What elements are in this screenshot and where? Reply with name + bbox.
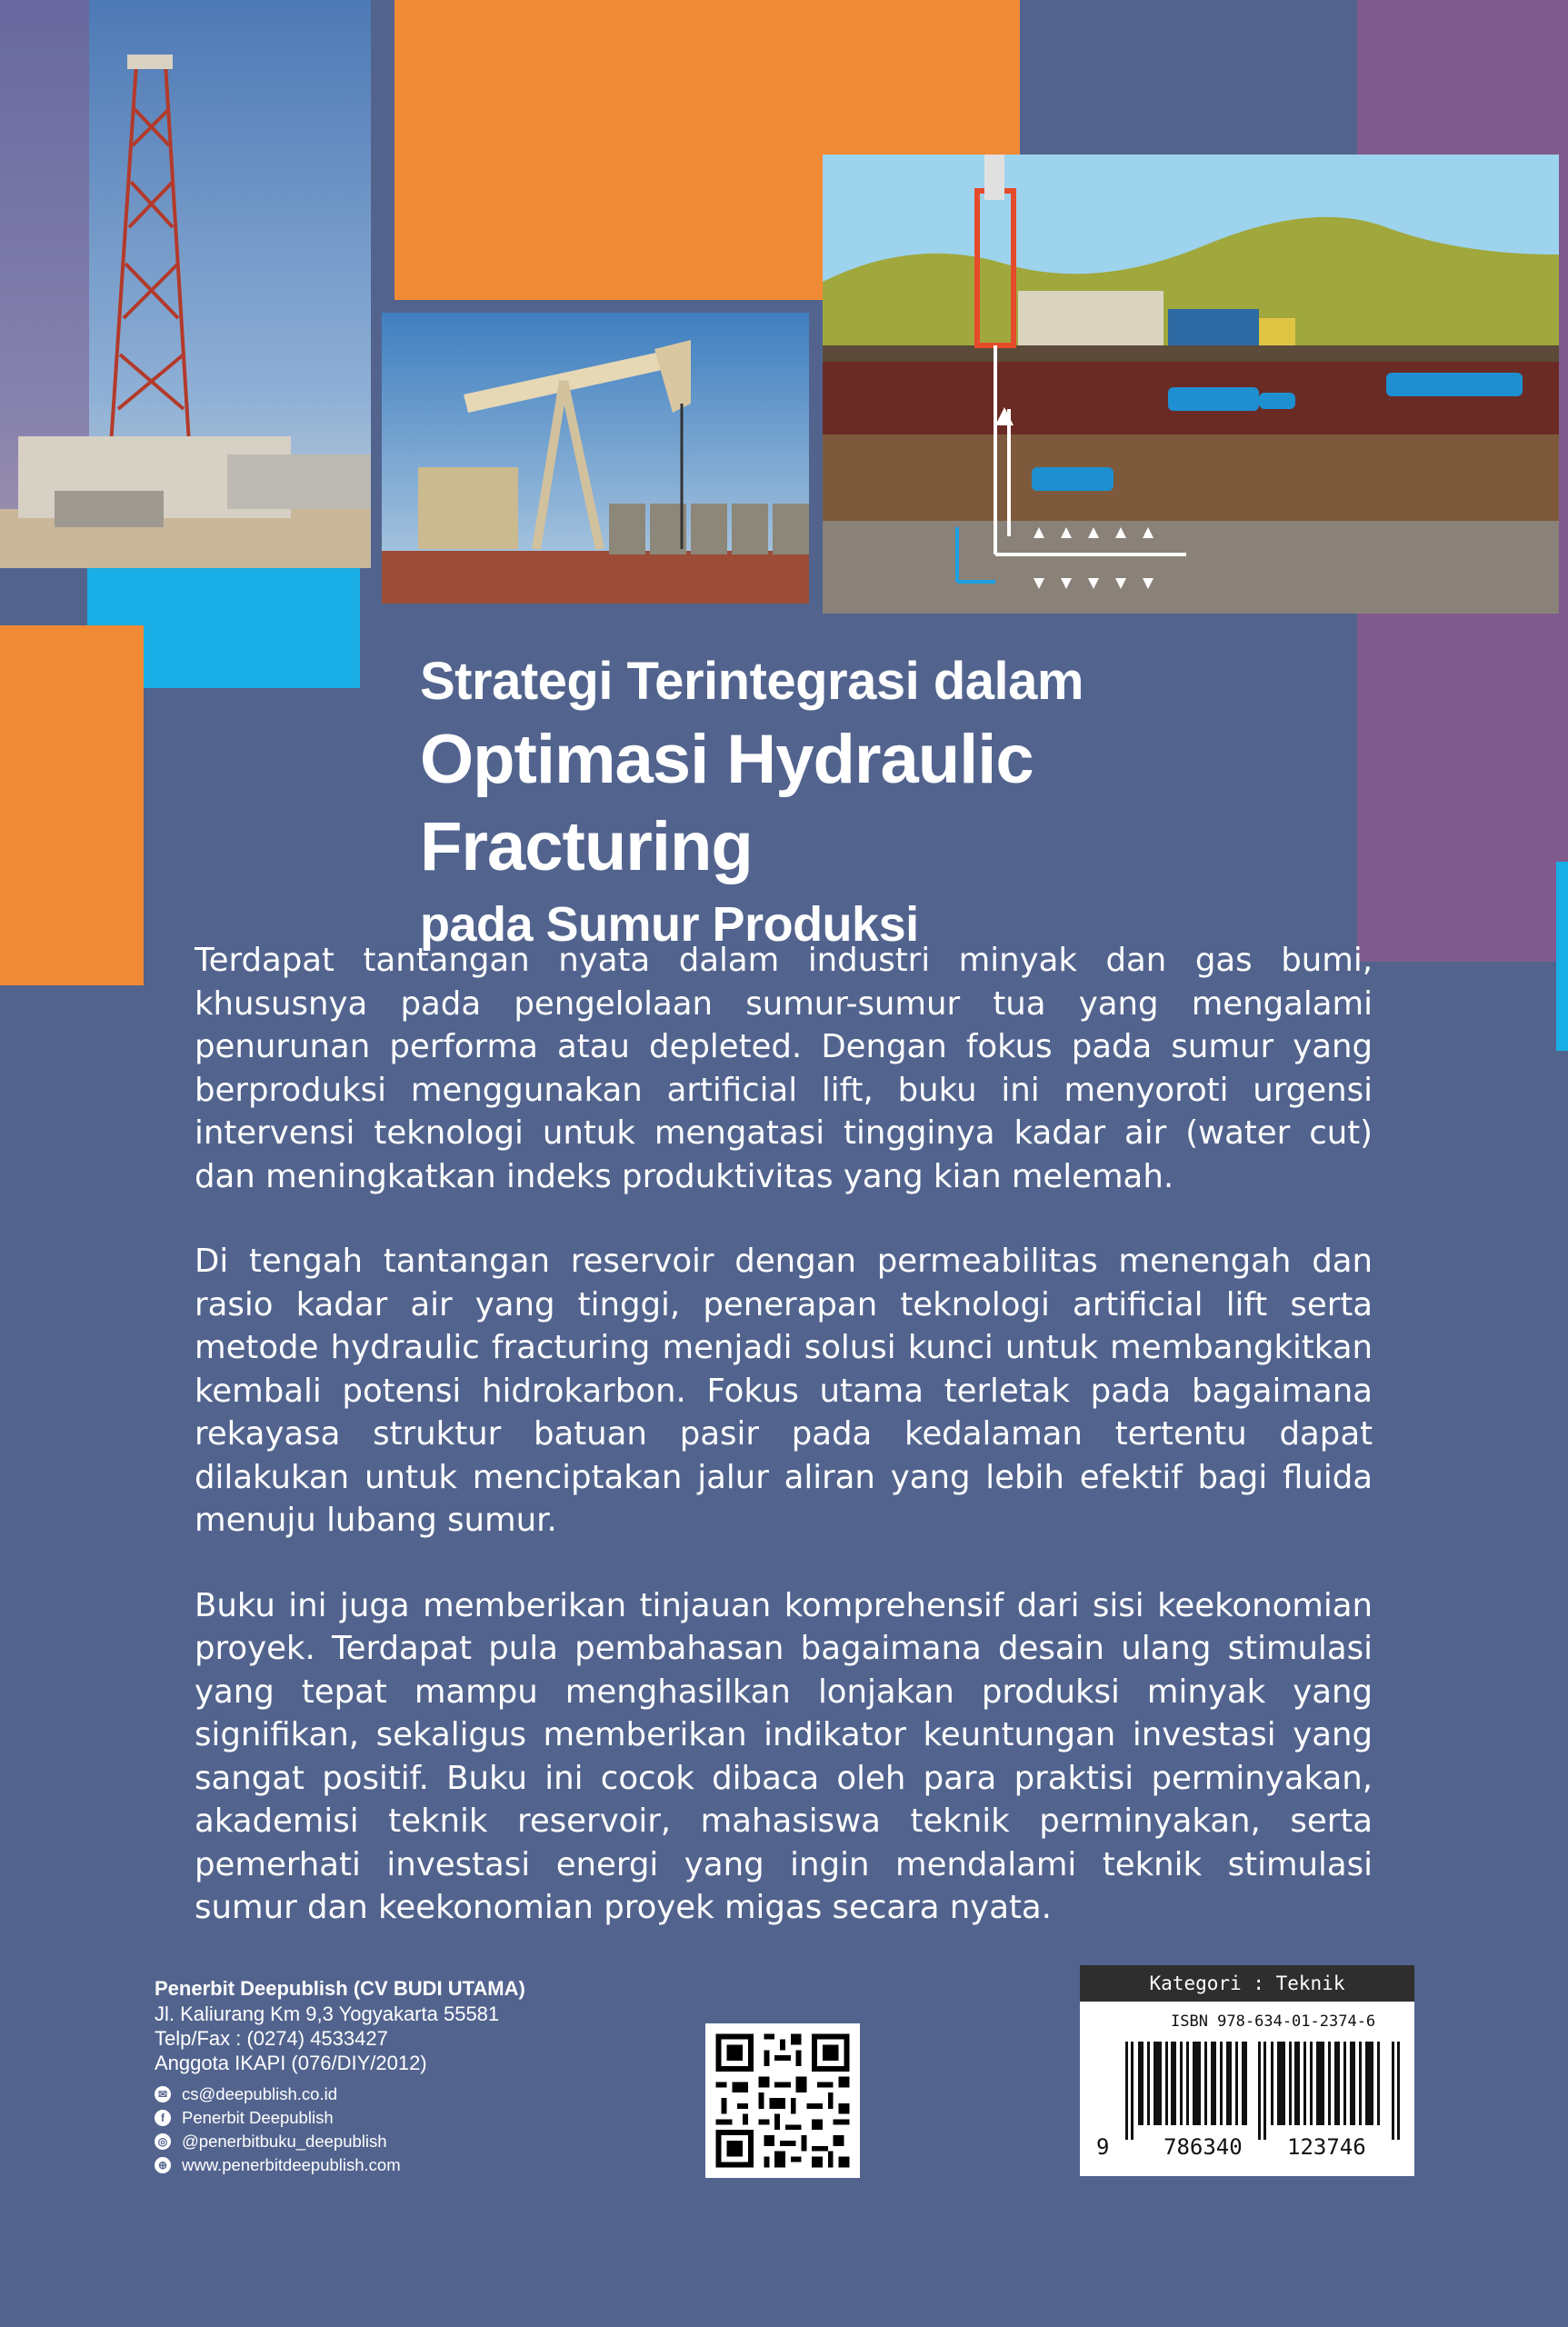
- contact-email[interactable]: [155, 2082, 525, 2106]
- fracturing-diagram-illustration: [823, 155, 1559, 614]
- title-line-3: pada Sumur Produksi: [420, 897, 919, 952]
- cyan-stripe-right: [1556, 862, 1568, 1051]
- publisher-address: Jl. Kaliurang Km 9,3 Yogyakarta 55581: [155, 2002, 500, 2025]
- synopsis-paragraph-2: Di tengah tantangan reservoir dengan permeabilitas menengah dan rasio kadar air yang tinggi, penerapan teknologi artificial lift serta metode hydraulic fracturing menjadi solusi kunci untuk membangkitkan kembali potensi hidrokarbon. Fokus utama terletak pada bagaimana rekayasa struktur batuan pasir pada kedalaman tertentu dapat dilakukan untuk menciptakan jalur aliran yang lebih efektif bagi fluida menuju lubang sumur.: [195, 1243, 1373, 1539]
- contact-instagram-text: @penerbitbuku_deepublish: [182, 2132, 387, 2151]
- web-icon: ⊕: [155, 2157, 171, 2173]
- contact-email-text: cs@deepublish.co.id: [182, 2084, 337, 2103]
- pumpjack-photo: [382, 313, 809, 604]
- drilling-rig-photo: [0, 0, 371, 568]
- contact-website[interactable]: [155, 2153, 525, 2177]
- synopsis-paragraph-1: Terdapat tantangan nyata dalam industri minyak dan gas bumi, khususnya pada pengelolaan sumur-sumur tua yang mengalami penurunan performa atau depleted. Dengan fokus pada sumur yang berproduksi menggunakan artificial lift, buku ini menyoroti urgensi intervensi teknologi untuk mengatasi tingginya kadar air (water cut) dan meningkatkan indeks produktivitas yang kian melemah.: [195, 942, 1373, 1195]
- qr-code[interactable]: [705, 2023, 860, 2178]
- barcode-group-1: 786340: [1164, 2134, 1243, 2160]
- contact-website-text: www.penerbitdeepublish.com: [182, 2155, 401, 2174]
- contact-instagram[interactable]: [155, 2130, 525, 2153]
- barcode-group-2: 123746: [1287, 2134, 1366, 2160]
- publisher-phone: Telp/Fax : (0274) 4533427: [155, 2027, 388, 2050]
- publisher-contacts: [155, 2082, 525, 2177]
- facebook-icon: f: [155, 2110, 171, 2126]
- barcode-digit-first: 9: [1096, 2134, 1110, 2160]
- book-title: [420, 647, 1329, 958]
- category-label: Kategori : Teknik: [1080, 1965, 1414, 2002]
- title-line-2: Optimasi Hydraulic Fracturing: [420, 721, 1034, 885]
- contact-facebook[interactable]: [155, 2106, 525, 2130]
- title-line-1: Strategi Terintegrasi dalam: [420, 652, 1084, 711]
- publisher-membership: Anggota IKAPI (076/DIY/2012): [155, 2052, 427, 2074]
- orange-block-left: [0, 625, 144, 985]
- publisher-info: [155, 1976, 525, 2177]
- synopsis: [195, 939, 1373, 1972]
- contact-facebook-text: Penerbit Deepublish: [182, 2108, 334, 2127]
- instagram-icon: ◎: [155, 2133, 171, 2150]
- publisher-name: Penerbit Deepublish (CV BUDI UTAMA): [155, 1977, 525, 2000]
- synopsis-paragraph-3: Buku ini juga memberikan tinjauan komprehensif dari sisi keekonomian proyek. Terdapat pula pembahasan bagaimana desain ulang stimulasi yang tepat mampu menghasilkan lonjakan produksi minyak yang signifikan, sekaligus memberikan indikator keuntungan investasi yang sangat positif. Buku ini cocok dibaca oleh para praktisi perminyakan, akademisi teknik reservoir, mahasiswa teknik perminyakan, serta pemerhati investasi energi yang ingin mendalami teknik stimulasi sumur dan keekonomian proyek migas secara nyata.: [195, 1586, 1373, 1926]
- isbn-barcode-box: [1080, 1965, 1414, 2176]
- barcode: [1125, 2042, 1400, 2140]
- isbn-number: ISBN 978-634-01-2374-6: [1171, 2012, 1376, 2031]
- email-icon: ✉: [155, 2086, 171, 2102]
